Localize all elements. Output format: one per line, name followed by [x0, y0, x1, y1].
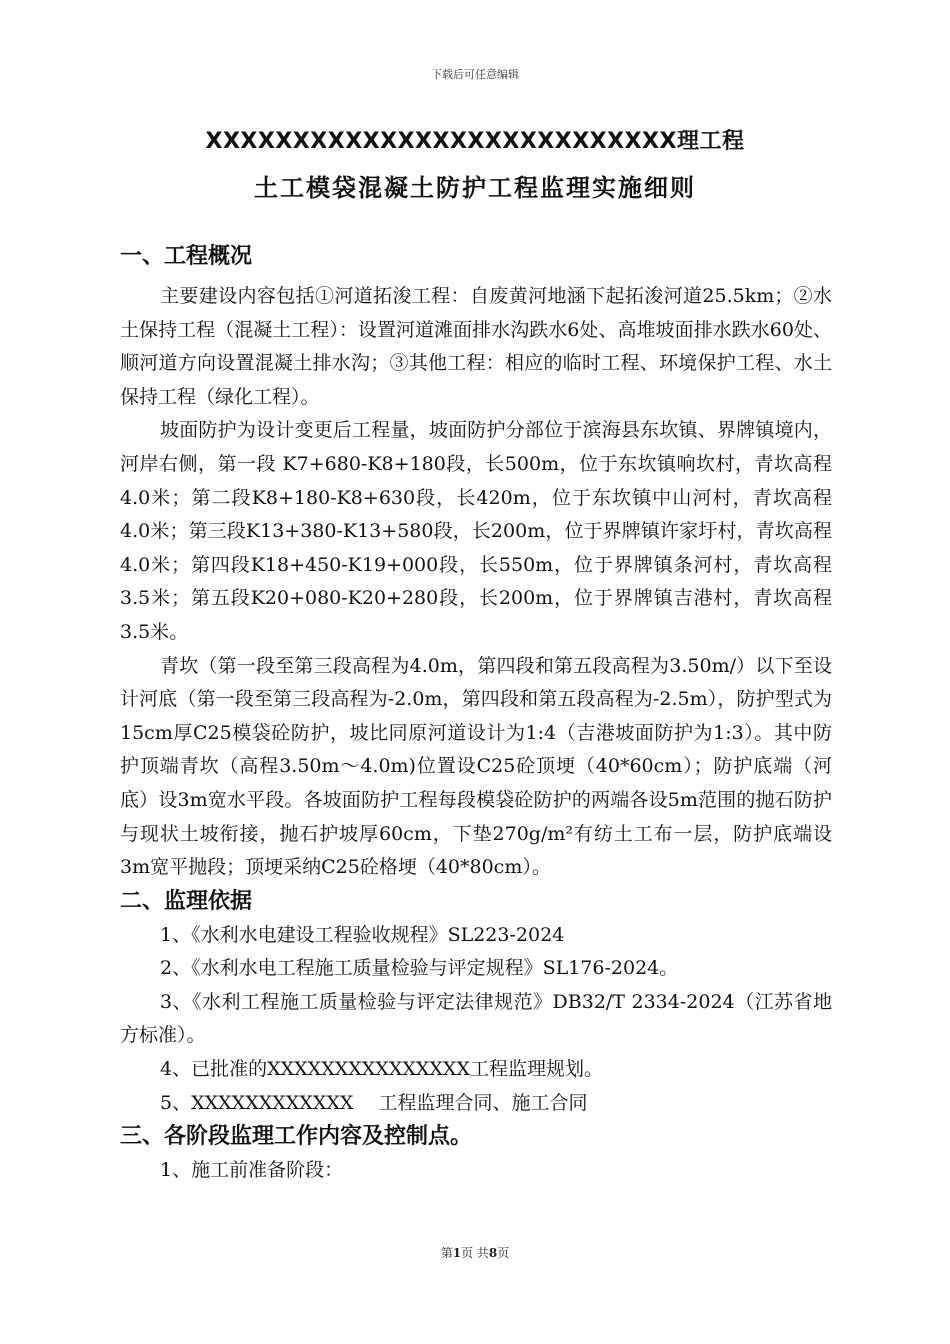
section-heading-overview: 一、工程概况 [120, 244, 253, 269]
paragraph: 主要建设内容包括①河道拓浚工程：自废黄河地涵下起拓浚河道25.5km；②水土保持工程（混凝土工程）：设置河道滩面排水沟跌水6处、高堆坡面排水跌水60处、顺河道方向设置混凝土排水沟；③其他工程：相应的临时工程、环境保护工程、水土保持工程（绿化工程）。 [120, 285, 832, 408]
total-pages-number: 8 [488, 1246, 498, 1260]
list-item: 1、《水利水电建设工程验收规程》SL223-2024 [160, 923, 565, 946]
document-body [120, 240, 832, 1188]
section-heading-stages: 三、各阶段监理工作内容及控制点。 [120, 1124, 473, 1150]
header-note: 下载后可任意编辑 [431, 68, 519, 81]
list-item: 4、已批准的XXXXXXXXXXXXXXX工程监理规划。 [160, 1058, 603, 1081]
footer-prefix: 第 [440, 1246, 453, 1260]
paragraph: 坡面防护为设计变更后工程量，坡面防护分部位于滨海县东坎镇、界牌镇境内，河岸右侧，第一段 K7+680-K8+180段，长500m，位于东坎镇响坎村，青坎高程4.0米；第二段K8+180-K8+630段，长420m，位于东坎镇中山河村，青坎高程4.0米；第三段K13+380-K13+580段，长200m，位于界牌镇许家圩村，青坎高程4.0米；第四段K18+450-K19+000段，长550m，位于界牌镇条河村，青坎高程3.5米；第五段K20+080-K20+280段，长200m，位于界牌镇吉港村，青坎高程3.5米。 [120, 419, 832, 643]
list-item: 1、施工前准备阶段： [160, 1159, 344, 1182]
footer-suffix: 页 [497, 1246, 510, 1260]
page-footer [0, 1244, 950, 1261]
list-item: 2、《水利水电工程施工质量检验与评定规程》SL176-2024。 [160, 957, 679, 980]
section-heading-basis: 二、监理依据 [120, 888, 253, 914]
paragraph: 青坎（第一段至第三段高程为4.0m，第四段和第五段高程为3.50m/）以下至设计河底（第一段至第三段高程为-2.0m，第四段和第五段高程为-2.5m），防护型式为15cm厚C25模袋砼防护，坡比同原河道设计为1:4（吉港坡面防护为1:3）。其中防护顶端青坎（高程3.50m～4.0m)位置设C25砼顶埂（40*60cm）；防护底端（河底）设3m宽水平段。各坡面防护工程每段模袋砼防护的两端各设5m范围的抛石防护与现状土坡衔接，抛石护坡厚60cm，下垫270g/m²有纺土工布一层，防护底端设3m宽平抛段；顶埂采纳C25砼格埂（40*80cm）。 [120, 654, 832, 879]
list-item: 3、《水利工程施工质量检验与评定法律规范》DB32/T 2334-2024（江苏省地方标准）。 [120, 990, 832, 1047]
document-title-line2: 土工模袋混凝土防护工程监理实施细则 [254, 174, 696, 202]
footer-middle: 页 共 [461, 1246, 489, 1260]
document-title-line1: XXXXXXXXXXXXXXXXXXXXXXXXXXX理工程 [205, 129, 745, 154]
current-page-number: 1 [452, 1246, 462, 1260]
list-item: 5、XXXXXXXXXXXX 工程监理合同、施工合同 [160, 1091, 588, 1114]
